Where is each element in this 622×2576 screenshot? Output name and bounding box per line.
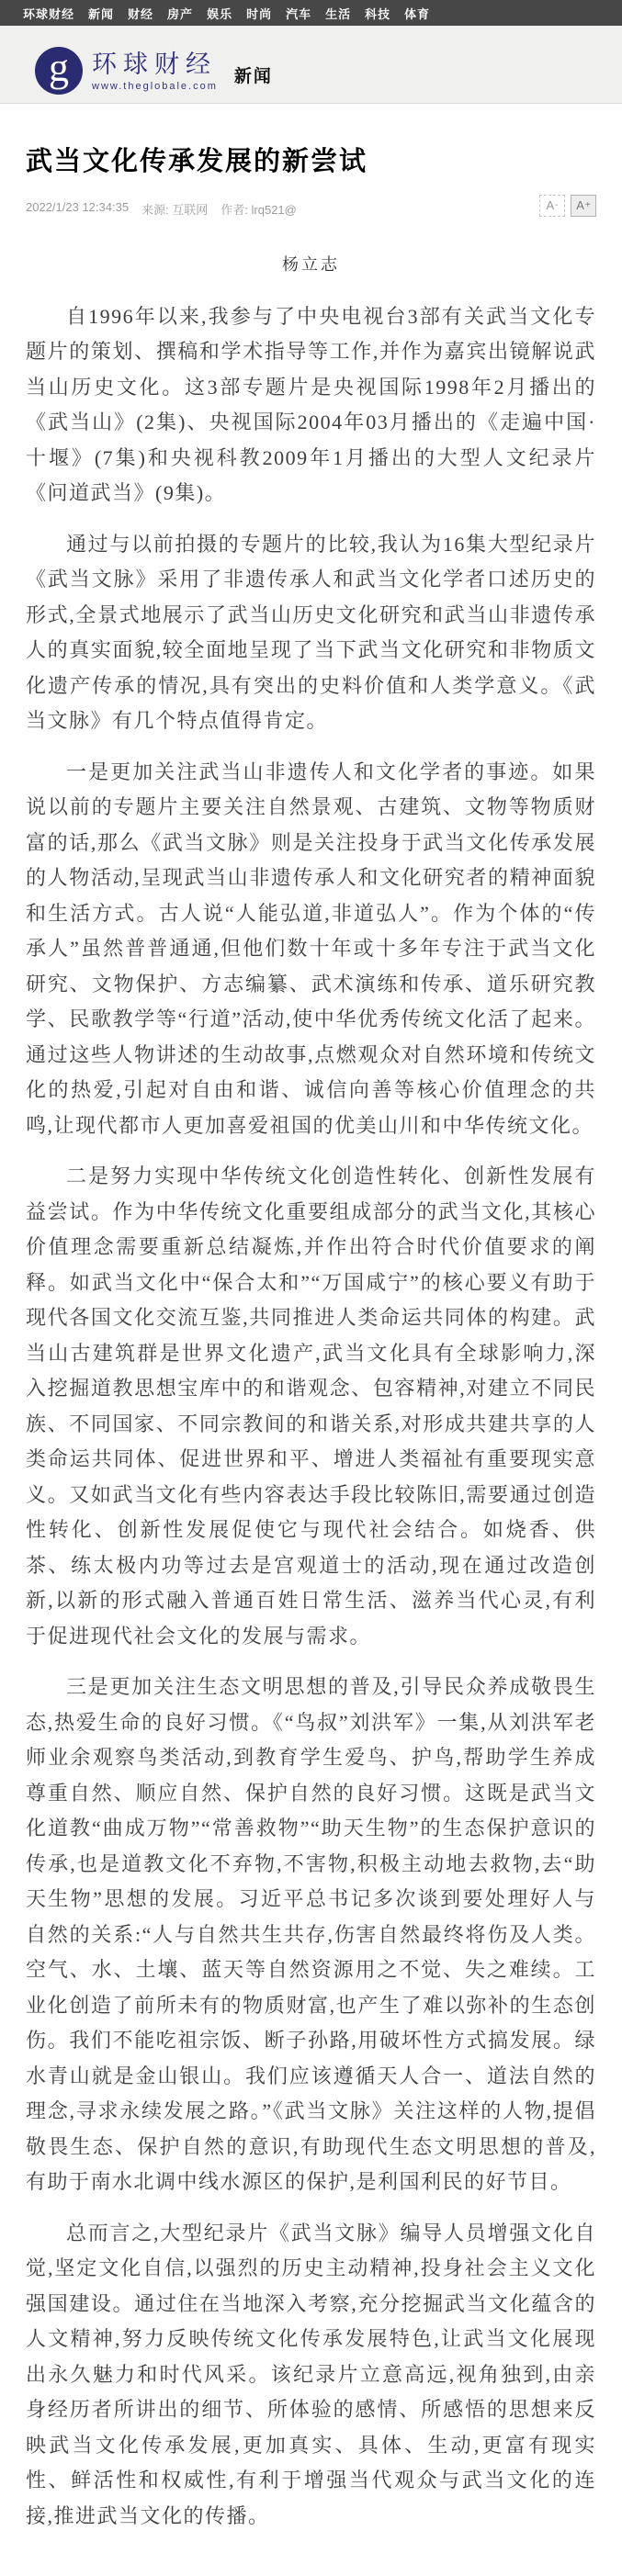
nav-item-5[interactable]: 时尚 [246,6,273,21]
logo-title: 环球财经 [92,51,217,79]
article-meta [26,200,596,228]
article [0,146,622,2576]
article-paragraph: 自1996年以来,我参与了中央电视台3部有关武当文化专题片的策划、撰稿和学术指导等工作,并作为嘉宾出镜解说武当山历史文化。这3部专题片是央视国际1998年2月播出的《武当山》(2集)、央视国际2004年03月播出的《走遍中国·十堰》(7集)和央视科教2009年1月播出的大型人文纪录片《问道武当》(9集)。 [26,304,596,505]
nav-item-4[interactable]: 娱乐 [207,6,233,21]
article-title: 武当文化传承发展的新尝试 [26,147,368,176]
article-paragraph: 一是更加关注武当山非遗传人和文化学者的事迹。如果说以前的专题片主要关注自然景观、古建筑、文物等物质财富的话,那么《武当文脉》则是关注投身于武当文化传承发展的人物活动,呈现武当山非遗传承人和文化研究者的精神面貌和生活方式。古人说“人能弘道,非道弘人”。作为个体的“传承人”虽然普普通通,但他们数十年或十多年专注于武当文化研究、文物保护、方志编纂、武术演练和传承、道乐研究教学、民歌教学等“行道”活动,使中华优秀传统文化活了起来。通过这些人物讲述的生动故事,点燃观众对自然环境和传统文化的热爱,引起对自由和谐、诚信向善等核心价值理念的共鸣,让现代都市人更加喜爱祖国的优美山川和中华传统文化。 [26,759,596,1137]
site-logo[interactable] [35,34,218,95]
font-decrease-button[interactable]: A - [539,195,565,217]
article-byline: 杨立志 [282,254,340,274]
logo-url: www.theglobale.com [92,80,218,92]
article-paragraph: 总而言之,大型纪录片《武当文脉》编导人员增强文化自觉,坚定文化自信,以强烈的历史主动精神,投身社会主义文化强国建设。通过住在当地深入考察,充分挖掘武当文化蕴含的人文精神,努力反映传统文化传承发展特色,让武当文化展现出永久魅力和时代风采。该纪录片立意高远,视角独到,由亲身经历者所讲出的细节、所体验的感情、所感悟的思想来反映武当文化传承发展,更加真实、具体、生动,更富有现实性、鲜活性和权威性,有利于增强当代观众与武当文化的连接,推进武当文化的传播。 [26,2221,596,2527]
nav-item-1[interactable]: 新闻 [88,6,115,21]
nav-item-8[interactable]: 科技 [365,6,391,21]
font-size-controls [539,195,596,217]
nav-item-3[interactable]: 房产 [167,6,194,21]
article-paragraph: 二是努力实现中华传统文化创造性转化、创新性发展有益尝试。作为中华传统文化重要组成部分的武当文化,其核心价值理念需要重新总结凝炼,并作出符合时代价值要求的阐释。如武当文化中“保合太和”“万国咸宁”的核心要义有助于现代各国文化交流互鉴,共同推进人类命运共同体的构建。武当山古建筑群是世界文化遗产,武当文化具有全球影响力,深入挖掘道教思想宝库中的和谐观念、包容精神,对建立不同民族、不同国家、不同宗教间的和谐关系,对形成共建共享的人类命运共同体、促进世界和平、增进人类福祉有重要现实意义。又如武当文化有些内容表达手段比较陈旧,需要通过创造性转化、创新性发展促使它与现代社会结合。如烧香、供茶、练太极内功等过去是宫观道士的活动,现在通过改造创新,以新的形式融入普通百姓日常生活、滋养当代心灵,有利于促进现代社会文化的发展与需求。 [26,1164,596,1648]
top-nav [0,0,622,26]
article-paragraph: 通过与以前拍摄的专题片的比较,我认为16集大型纪录片《武当文脉》采用了非遗传承人和武当文化学者口述历史的形式,全景式地展示了武当山历史文化研究和武当山非遗传承人的真实面貌,较全面地呈现了当下武当文化研究和非物质文化遗产传承的情况,具有突出的史料价值和人类学意义。《武当文脉》有几个特点值得肯定。 [26,532,596,733]
nav-item-9[interactable]: 体育 [404,6,431,21]
font-increase-button[interactable]: A + [571,195,596,217]
article-paragraph: 三是更加关注生态文明思想的普及,引导民众养成敬畏生态,热爱生命的良好习惯。《“鸟叔”刘洪军》一集,从刘洪军老师业余观察鸟类活动,到教育学生爱鸟、护鸟,帮助学生养成尊重自然、顺应自然、保护自然的良好习惯。这既是武当文化道教“曲成万物”“常善救物”“助天生物”的生态保护意识的传承,也是道教文化不弃物,不害物,积极主动地去救物,去“助天生物”思想的发展。习近平总书记多次谈到要处理好人与自然的关系:“人与自然共生共存,伤害自然最终将伤及人类。空气、水、土壤、蓝天等自然资源用之不觉、失之难续。工业化创造了前所未有的物质财富,也产生了难以弥补的生态创伤。我们不能吃祖宗饭、断子孙路,用破坏性方式搞发展。绿水青山就是金山银山。我们应该遵循天人合一、道法自然的理念,寻求永续发展之路。”《武当文脉》关注这样的人物,提倡敬畏生态、保护自然的意识,有助现代生态文明思想的普及,有助于南水北调中线水源区的保护,是利国利民的好节目。 [26,1675,596,2194]
section-label: 新闻 [233,66,273,86]
site-header [0,26,622,104]
nav-item-7[interactable]: 生活 [325,6,352,21]
logo-g-icon: g [35,47,83,95]
nav-item-2[interactable]: 财经 [128,6,154,21]
article-author: 作者: lrq521@ [221,202,297,217]
article-source: 来源: 互联网 [141,202,209,217]
article-body [26,299,596,2535]
nav-item-0[interactable]: 环球财经 [23,6,75,21]
article-date: 2022/1/23 12:34:35 [26,199,130,214]
nav-item-6[interactable]: 汽车 [286,6,312,21]
